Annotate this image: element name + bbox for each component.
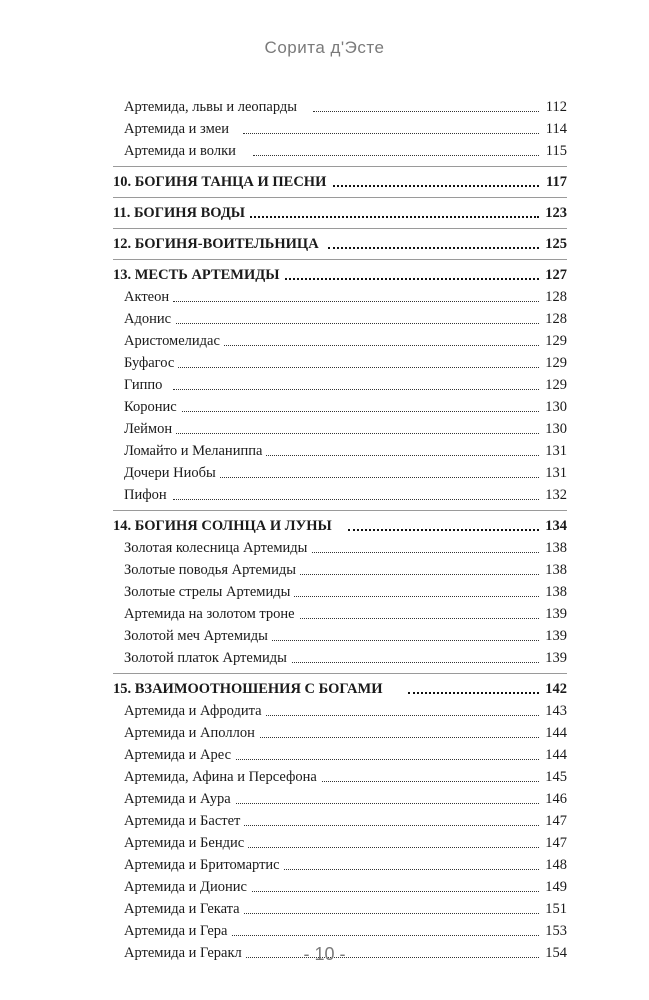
toc-entry[interactable]	[113, 462, 567, 484]
chapter-title: 15. ВЗАИМООТНОШЕНИЯ С БОГАМИ	[113, 678, 387, 700]
toc-entry-label: Артемида и Гера	[124, 920, 231, 942]
toc-entry[interactable]	[113, 920, 567, 942]
toc-entry-label: Артемида и Геката	[124, 898, 244, 920]
toc-entry-page: 144	[541, 722, 567, 744]
toc-entry[interactable]	[113, 308, 567, 330]
toc-entry-label: Актеон	[124, 286, 173, 308]
toc-entry-page: 148	[541, 854, 567, 876]
toc-entry[interactable]	[113, 810, 567, 832]
toc-entry-page: 143	[541, 700, 567, 722]
toc-entry[interactable]	[113, 440, 567, 462]
toc-chapter-15[interactable]	[113, 678, 567, 700]
toc-entry[interactable]	[113, 700, 567, 722]
toc-entry-page: 131	[541, 462, 567, 484]
toc-entry-label: Артемида и Геракл	[124, 942, 246, 964]
section-divider	[113, 510, 567, 511]
dot-leader	[173, 301, 539, 302]
toc-entry-label: Коронис	[124, 396, 181, 418]
chapter-title: 12. БОГИНЯ-ВОИТЕЛЬНИЦА	[113, 233, 323, 255]
toc-entry-label: Золотые поводья Артемиды	[124, 559, 300, 581]
toc-entry[interactable]	[113, 876, 567, 898]
toc-entry[interactable]	[113, 140, 567, 162]
toc-entry-page: 154	[541, 942, 567, 964]
toc-chapter-13[interactable]	[113, 264, 567, 286]
toc-entry-page: 149	[541, 876, 567, 898]
chapter-title: 13. МЕСТЬ АРТЕМИДЫ	[113, 264, 284, 286]
chapter-page: 142	[541, 678, 567, 700]
toc-entry-label: Гиппо	[124, 374, 166, 396]
toc-entry-label: Золотой меч Артемиды	[124, 625, 272, 647]
toc-entry[interactable]	[113, 418, 567, 440]
toc-entry-label: Артемида, Афина и Персефона	[124, 766, 321, 788]
toc-entry-page: 128	[541, 286, 567, 308]
toc-entry-page: 139	[541, 647, 567, 669]
toc-entry[interactable]	[113, 788, 567, 810]
chapter-page: 117	[542, 171, 567, 193]
toc-entry-page: 129	[541, 374, 567, 396]
toc-entry-page: 138	[541, 581, 567, 603]
toc-entry[interactable]	[113, 484, 567, 506]
dot-leader	[173, 411, 539, 412]
chapter-page: 134	[541, 515, 567, 537]
toc-entry-page: 153	[541, 920, 567, 942]
toc-entry-page: 129	[541, 352, 567, 374]
section-divider	[113, 259, 567, 260]
toc-entry-page: 147	[541, 810, 567, 832]
toc-entry[interactable]	[113, 722, 567, 744]
chapter-page: 127	[541, 264, 567, 286]
toc-entry-page: 147	[541, 832, 567, 854]
chapter-13-items	[113, 286, 567, 506]
toc-entry-label: Аристомелидас	[124, 330, 224, 352]
section-divider	[113, 166, 567, 167]
toc-entry-page: 144	[541, 744, 567, 766]
toc-entry[interactable]	[113, 286, 567, 308]
section-divider	[113, 228, 567, 229]
toc-entry-page: 129	[541, 330, 567, 352]
toc-entry[interactable]	[113, 96, 567, 118]
table-of-contents	[113, 96, 567, 964]
section-divider	[113, 197, 567, 198]
chapter-title: 10. БОГИНЯ ТАНЦА И ПЕСНИ	[113, 171, 330, 193]
toc-entry-page: 139	[541, 603, 567, 625]
toc-entry[interactable]	[113, 647, 567, 669]
toc-entry-label: Артемида и Бендис	[124, 832, 248, 854]
toc-entry-label: Пифон	[124, 484, 171, 506]
toc-entry-page: 138	[541, 559, 567, 581]
toc-chapter-11[interactable]	[113, 202, 567, 224]
toc-entry[interactable]	[113, 744, 567, 766]
toc-entry[interactable]	[113, 352, 567, 374]
toc-entry-page: 132	[541, 484, 567, 506]
toc-entry[interactable]	[113, 854, 567, 876]
chapter-15-items	[113, 700, 567, 964]
running-header: Сорита д'Эсте	[264, 38, 385, 57]
toc-entry-label: Артемида и волки	[124, 140, 240, 162]
toc-chapter-10[interactable]	[113, 171, 567, 193]
toc-entry-label: Артемида и Аура	[124, 788, 235, 810]
toc-entry-label: Золотая колесница Артемиды	[124, 537, 311, 559]
dot-leader	[173, 499, 539, 500]
toc-entry-label: Артемида и Бритомартис	[124, 854, 284, 876]
toc-entry-label: Артемида, львы и леопарды	[124, 96, 301, 118]
toc-entry[interactable]	[113, 832, 567, 854]
toc-entry-page: 139	[541, 625, 567, 647]
toc-entry-page: 145	[541, 766, 567, 788]
toc-entry-label: Артемида и Афродита	[124, 700, 266, 722]
toc-chapter-14[interactable]	[113, 515, 567, 537]
dot-leader	[173, 477, 539, 478]
dot-leader	[173, 345, 539, 346]
toc-entry-label: Артемида и Арес	[124, 744, 235, 766]
toc-entry[interactable]	[113, 374, 567, 396]
dot-leader	[173, 433, 539, 434]
chapter-page: 125	[541, 233, 567, 255]
toc-entry-label: Артемида и Бастет	[124, 810, 244, 832]
toc-entry-page: 151	[541, 898, 567, 920]
toc-entry-page: 112	[542, 96, 567, 118]
dot-leader	[173, 367, 539, 368]
toc-entry-label: Леймон	[124, 418, 176, 440]
dot-leader	[173, 389, 539, 390]
toc-entry-page: 131	[541, 440, 567, 462]
toc-entry[interactable]	[113, 625, 567, 647]
toc-entry-page: 130	[541, 396, 567, 418]
chapter-page: 123	[541, 202, 567, 224]
toc-entry[interactable]	[113, 330, 567, 352]
toc-entry[interactable]	[113, 118, 567, 140]
toc-entry[interactable]	[113, 396, 567, 418]
toc-entry-page: 114	[542, 118, 567, 140]
toc-entry-label: Золотой платок Артемиды	[124, 647, 291, 669]
toc-entry-label: Золотые стрелы Артемиды	[124, 581, 294, 603]
toc-entry-page: 138	[541, 537, 567, 559]
page-number: - 10 -	[303, 944, 346, 964]
chapter-title: 11. БОГИНЯ ВОДЫ	[113, 202, 249, 224]
toc-entry[interactable]	[113, 559, 567, 581]
toc-entry[interactable]	[113, 766, 567, 788]
toc-entry[interactable]	[113, 603, 567, 625]
toc-entry-label: Артемида и Дионис	[124, 876, 251, 898]
toc-entry-label: Буфагос	[124, 352, 178, 374]
toc-entry[interactable]	[113, 581, 567, 603]
toc-entry-label: Артемида и Аполлон	[124, 722, 259, 744]
toc-entry-label: Адонис	[124, 308, 175, 330]
toc-entry-label: Артемида и змеи	[124, 118, 233, 140]
toc-chapter-12[interactable]	[113, 233, 567, 255]
toc-entry-label: Артемида на золотом троне	[124, 603, 299, 625]
chapter-title: 14. БОГИНЯ СОЛНЦА И ЛУНЫ	[113, 515, 336, 537]
toc-entry-page: 128	[541, 308, 567, 330]
dot-leader	[173, 323, 539, 324]
toc-entry-page: 115	[542, 140, 567, 162]
toc-entry[interactable]	[113, 898, 567, 920]
chapter-14-items	[113, 537, 567, 669]
toc-entry-page: 130	[541, 418, 567, 440]
toc-entry-page: 146	[541, 788, 567, 810]
toc-entry[interactable]	[113, 537, 567, 559]
section-divider	[113, 673, 567, 674]
toc-entry-label: Ломайто и Меланиппа	[124, 440, 266, 462]
toc-entry-label: Дочери Ниобы	[124, 462, 220, 484]
